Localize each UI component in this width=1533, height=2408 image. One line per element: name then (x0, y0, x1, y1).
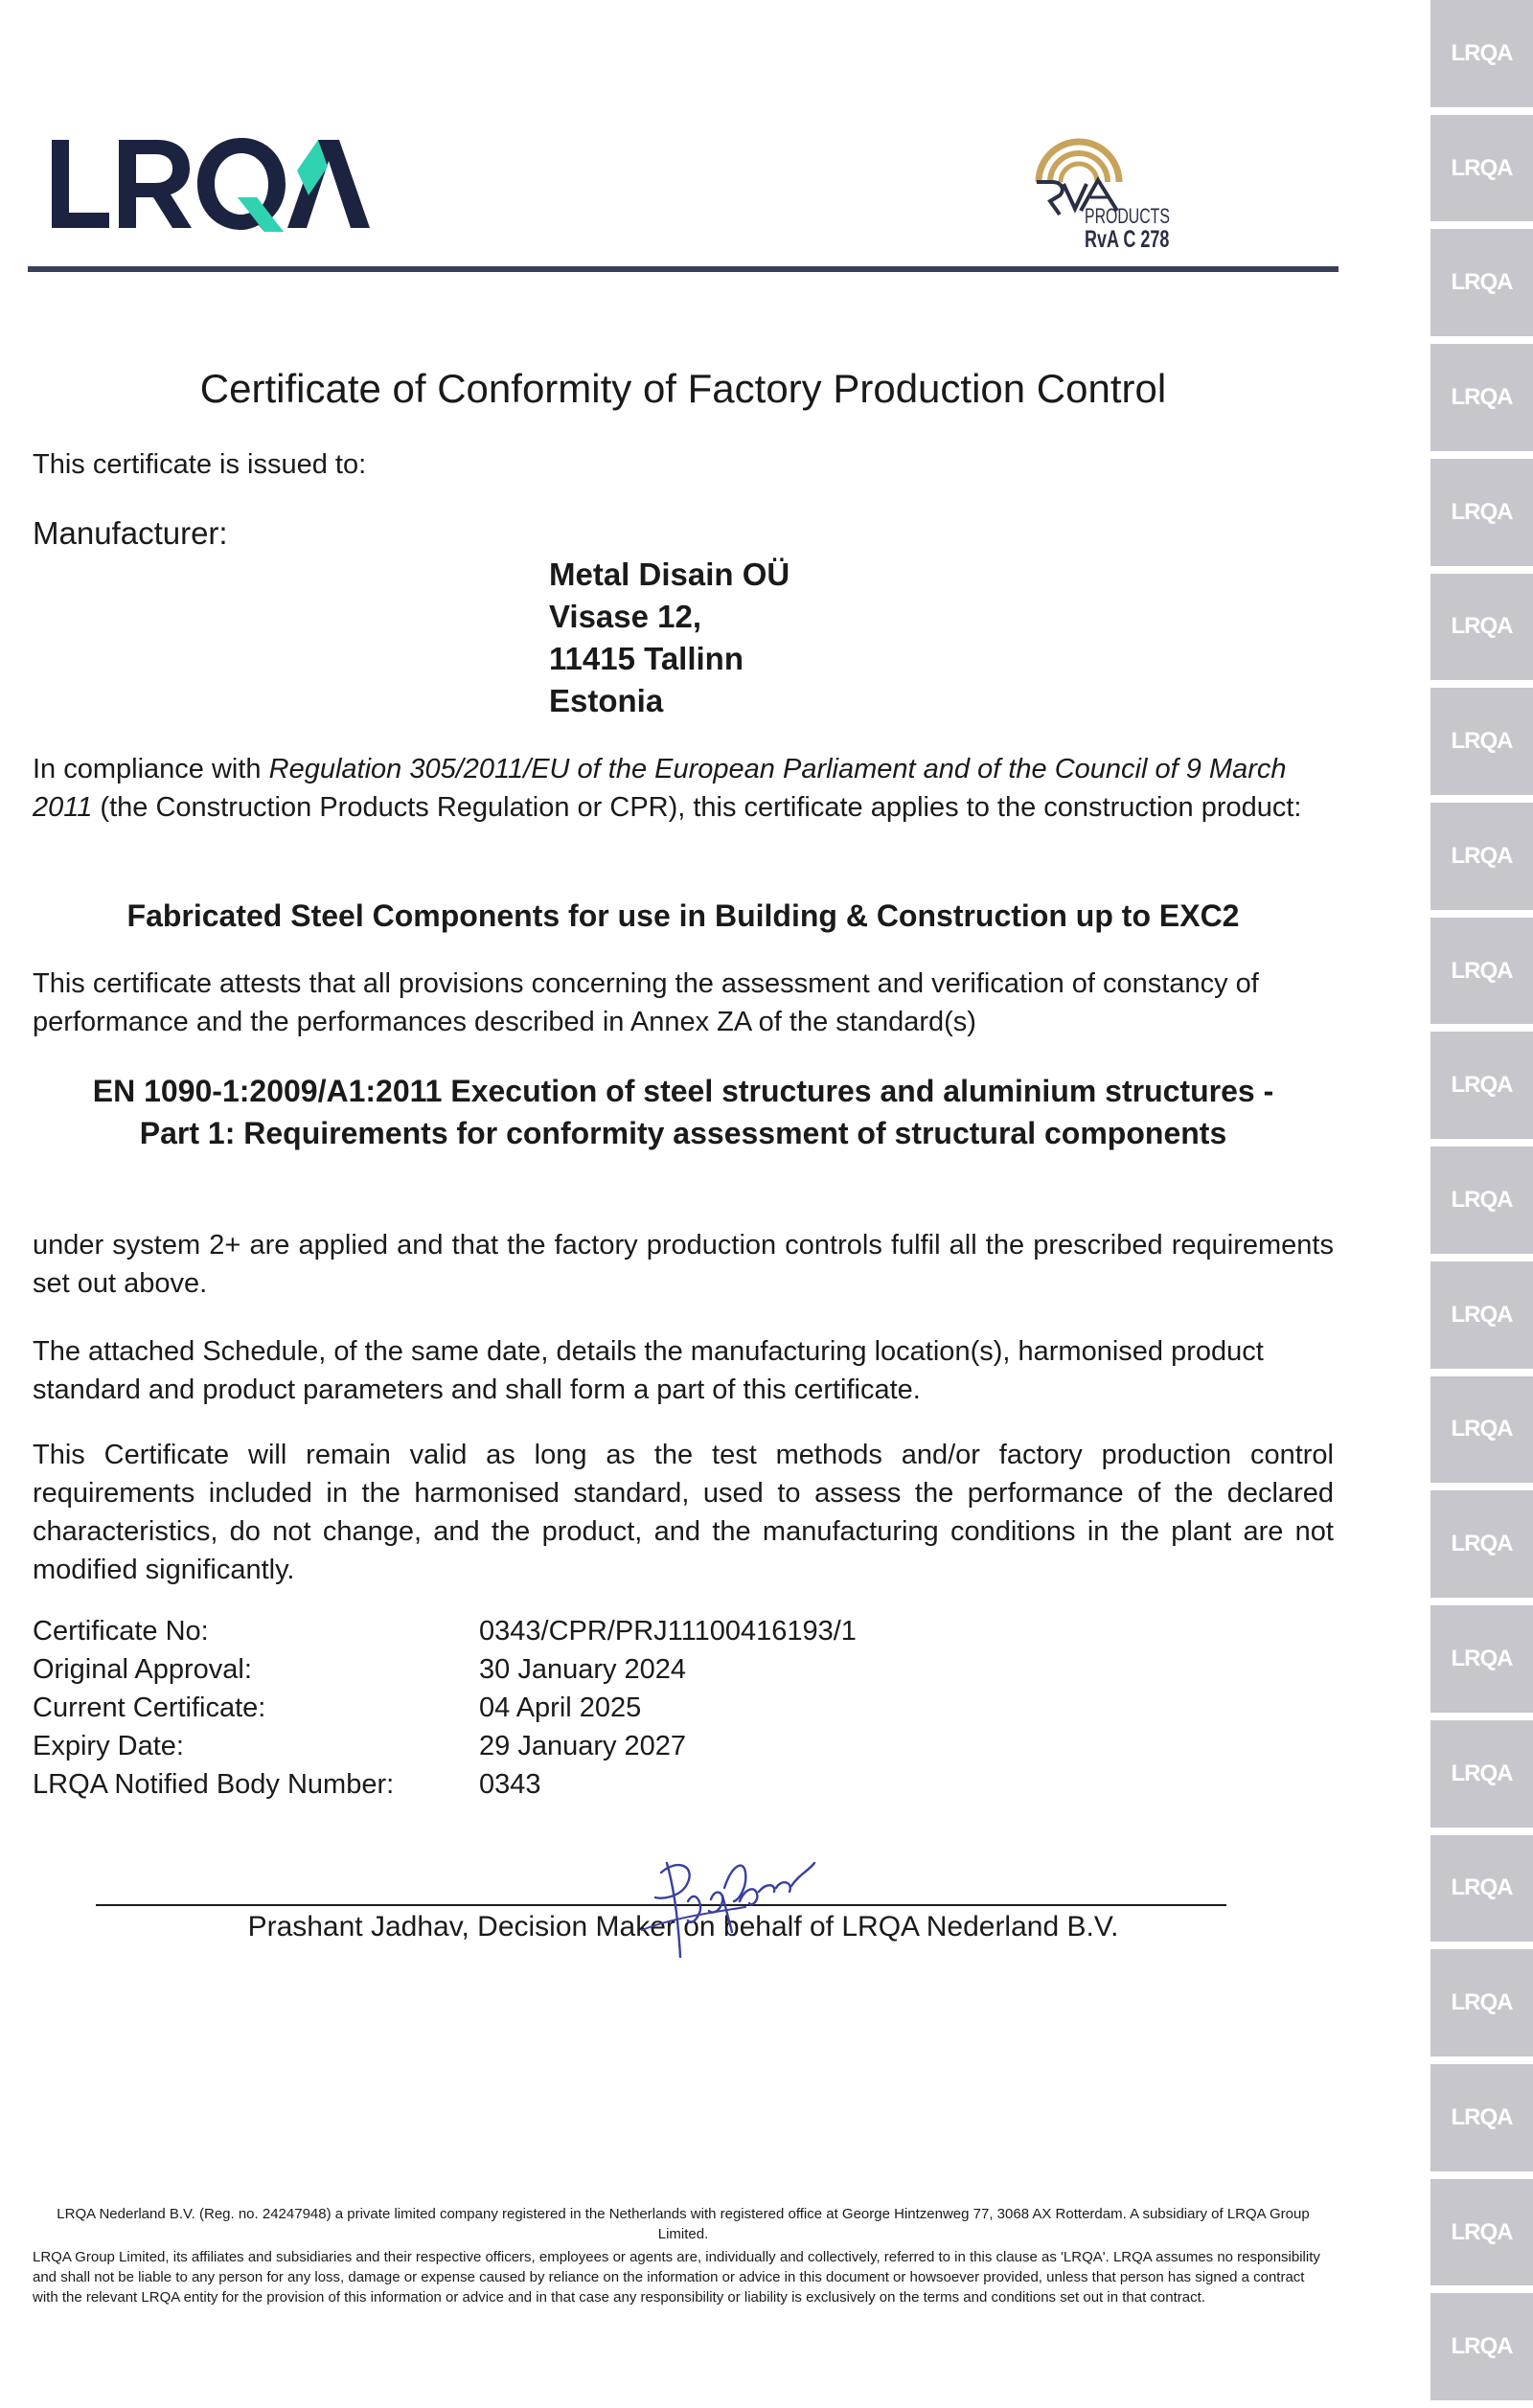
side-logo-tile: LRQA (1430, 459, 1533, 566)
footer-registration: LRQA Nederland B.V. (Reg. no. 24247948) a private limited company registered in the Netherlands with registered office at George Hintzenweg 77, 3068 AX Rotterdam. A subsidiary of LRQA Group Limited. (57, 2206, 1310, 2242)
detail-label: Current Certificate: (33, 1692, 266, 1723)
detail-label: LRQA Notified Body Number: (33, 1769, 395, 1800)
detail-label: Certificate No: (33, 1616, 209, 1647)
side-logo-strip (1430, 0, 1533, 2408)
detail-row (33, 1650, 857, 1689)
handwritten-signature (632, 1844, 834, 1973)
side-logo-tile: LRQA (1430, 1261, 1533, 1369)
regulation-reference: Regulation 305/2011/EU of the European Parliament and of the Council of 9 March 2011 (33, 754, 1287, 823)
detail-value: 0343/CPR/PRJ11100416193/1 (479, 1616, 857, 1647)
side-logo-tile: LRQA (1430, 2179, 1533, 2286)
compliance-suffix: (the Construction Products Regulation or CPR), this certificate applies to the construction product: (92, 792, 1302, 823)
manufacturer-address (549, 554, 789, 722)
product-name: Fabricated Steel Components for use in Building & Construction up to EXC2 (126, 898, 1240, 933)
side-logo-tile: LRQA (1430, 1720, 1533, 1828)
side-logo-tile: LRQA (1430, 1605, 1533, 1713)
detail-value: 30 January 2024 (479, 1654, 687, 1685)
standard-line-2: Part 1: Requirements for conformity assessment of structural components (139, 1116, 1227, 1150)
side-logo-tile: LRQA (1430, 115, 1533, 222)
compliance-paragraph (33, 750, 1334, 827)
manufacturer-name: Metal Disain OÜ (549, 557, 790, 592)
validity-paragraph: This Certificate will remain valid as long as the test methods and/or factory production control requirements included in the harmonised standard, used to assess the performance of the declared characteristics, do not change, and the product, and the manufacturing conditions in the plant are not modified significantly. (33, 1440, 1334, 1585)
manufacturer-street: Visase 12, (549, 599, 702, 634)
side-logo-tile: LRQA (1430, 803, 1533, 910)
detail-label: Original Approval: (33, 1654, 252, 1685)
detail-value: 04 April 2025 (479, 1692, 642, 1723)
standard-reference (0, 1070, 1366, 1154)
certificate-title: Certificate of Conformity of Factory Production Control (199, 366, 1167, 411)
certificate-details (33, 1612, 857, 1804)
side-logo-tile: LRQA (1430, 1032, 1533, 1139)
side-logo-tile: LRQA (1430, 2293, 1533, 2400)
manufacturer-label: Manufacturer: (33, 515, 228, 551)
system-paragraph: under system 2+ are applied and that the factory production controls fulfil all the prescribed requirements set out above. (33, 1230, 1334, 1299)
side-logo-tile: LRQA (1430, 229, 1533, 336)
side-logo-tile: LRQA (1430, 918, 1533, 1025)
detail-value: 0343 (479, 1769, 541, 1800)
side-logo-tile: LRQA (1430, 1949, 1533, 2056)
detail-row (33, 1689, 857, 1727)
footer-disclaimer: LRQA Group Limited, its affiliates and subsidiaries and their respective officers, employees or agents are, individually and collectively, referred to in this clause as 'LRQA'. LRQA assumes no responsibility and shall not be liable to any person for any loss, damage or expense caused by reliance on the information or advice in this document or howsoever provided, unless that person has signed a contract with the relevant LRQA entity for the provision of this information or advice and in that case any responsibility or liability is exclusively on the terms and conditions set out in that contract. (33, 2249, 1320, 2306)
manufacturer-country: Estonia (549, 683, 664, 718)
standard-line-1: EN 1090-1:2009/A1:2011 Execution of steel structures and aluminium structures - (92, 1074, 1274, 1108)
detail-row (33, 1765, 857, 1804)
side-logo-tile: LRQA (1430, 688, 1533, 795)
signatory-text: Prashant Jadhav, Decision Maker on behalf of LRQA Nederland B.V. (247, 1911, 1119, 1942)
side-logo-tile: LRQA (1430, 1490, 1533, 1598)
rva-products-label: PRODUCTS (1085, 204, 1170, 228)
attests-paragraph: This certificate attests that all provisions concerning the assessment and verification of constancy of performance and the performances described in Annex ZA of the standard(s) (33, 968, 1259, 1037)
side-logo-tile: LRQA (1430, 344, 1533, 451)
rva-number-label: RvA C 278 (1085, 226, 1170, 253)
detail-value: 29 January 2027 (479, 1731, 687, 1761)
compliance-prefix: In compliance with (33, 754, 269, 784)
side-logo-tile: LRQA (1430, 1376, 1533, 1484)
detail-row (33, 1727, 857, 1765)
manufacturer-city: 11415 Tallinn (549, 641, 744, 676)
side-logo-tile: LRQA (1430, 2064, 1533, 2171)
rva-mark-text (1085, 205, 1170, 251)
detail-row (33, 1612, 857, 1650)
issued-to-text: This certificate is issued to: (33, 449, 367, 480)
detail-label: Expiry Date: (33, 1731, 184, 1761)
side-logo-tile: LRQA (1430, 574, 1533, 681)
side-logo-tile: LRQA (1430, 1147, 1533, 1254)
side-logo-tile: LRQA (1430, 0, 1533, 107)
header-divider (28, 266, 1339, 272)
side-logo-tile: LRQA (1430, 1835, 1533, 1942)
lrqa-logo (50, 132, 372, 239)
schedule-paragraph: The attached Schedule, of the same date, details the manufacturing location(s), harmonised product standard and product parameters and shall form a part of this certificate. (33, 1336, 1264, 1405)
